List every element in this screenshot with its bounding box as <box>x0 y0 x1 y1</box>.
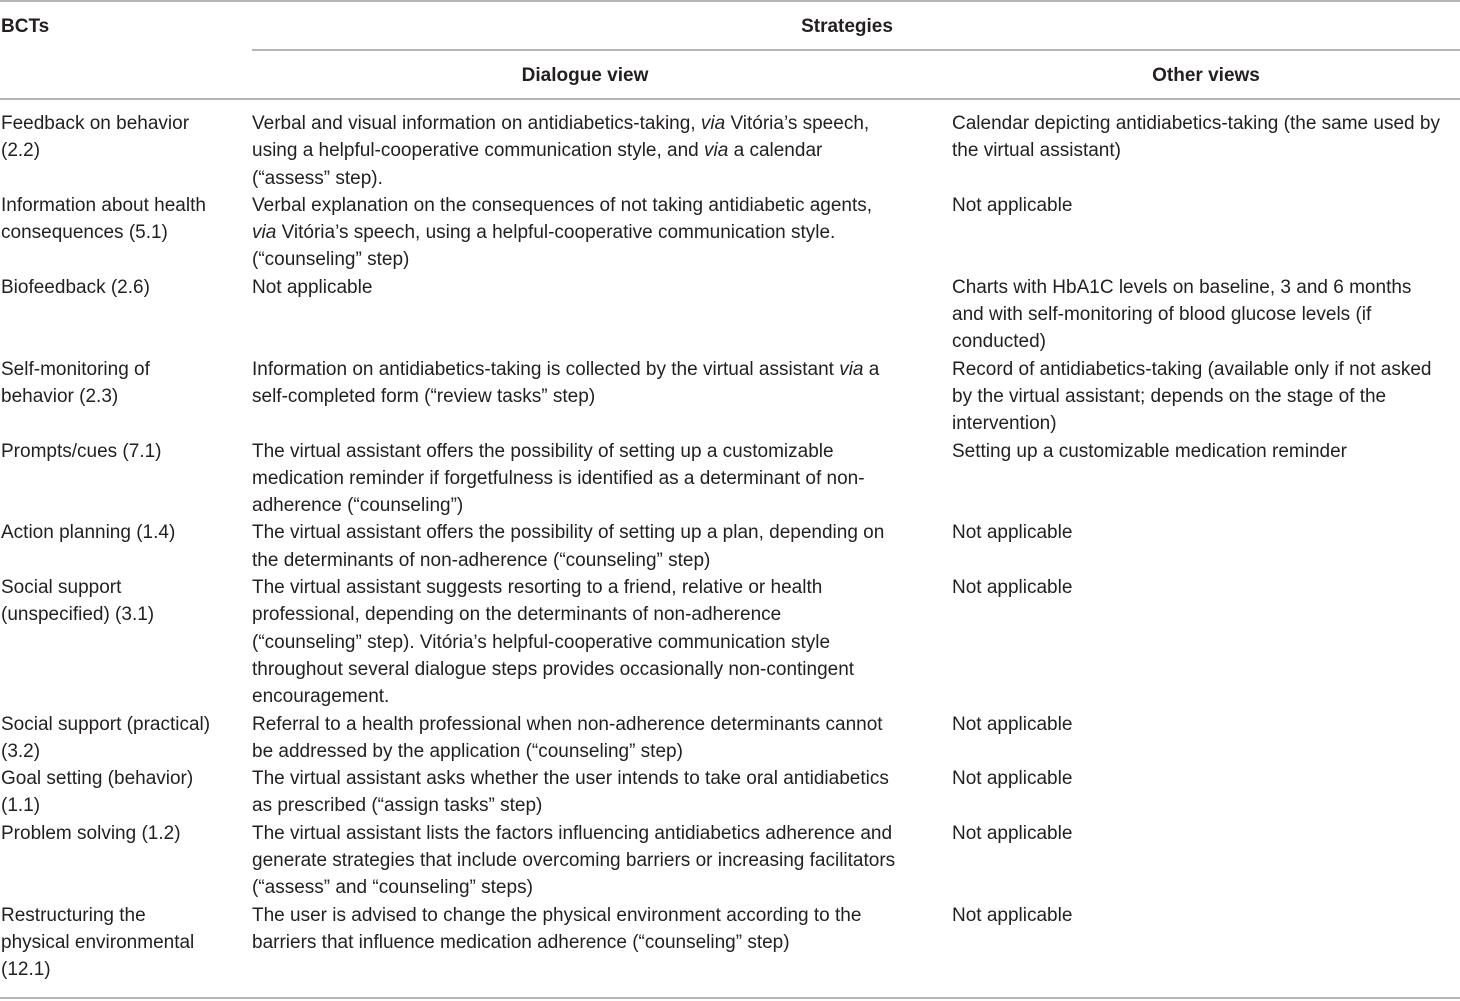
other-views-cell: Not applicable <box>952 768 1073 790</box>
dialogue-view-cell <box>252 274 952 301</box>
table-row <box>0 902 1460 984</box>
header-other-views: Other views <box>1152 65 1260 86</box>
italic-text: via <box>704 140 729 162</box>
bct-cell: Social support (unspecified) (3.1) <box>1 577 155 626</box>
bct-cell: Goal setting (behavior) (1.1) <box>1 768 194 817</box>
bct-cell: Restructuring the physical environmental (12.1) <box>1 904 195 981</box>
other-views-cell: Not applicable <box>952 522 1073 544</box>
italic-text: via <box>252 222 277 244</box>
header-bcts: BCTs <box>1 16 50 37</box>
table-row <box>0 192 1460 274</box>
bct-cell: Social support (practical) (3.2) <box>1 713 211 762</box>
text-segment: The virtual assistant lists the factors influencing antidiabetics adherence and generate strategies that include overcoming barriers or increasing facilitators (“assess” and “counseling” steps) <box>252 822 896 899</box>
table-row <box>0 574 1460 710</box>
header-strategies: Strategies <box>801 16 893 37</box>
table-row <box>0 765 1460 820</box>
dialogue-view-cell <box>252 356 952 411</box>
dialogue-view-cell <box>252 574 952 710</box>
text-segment: Vitória’s speech, using a helpful-cooperative communication style, and <box>252 113 870 162</box>
header-bottom-rule <box>0 98 1460 100</box>
other-views-cell: Not applicable <box>952 713 1073 735</box>
header-dialogue-view: Dialogue view <box>521 65 649 86</box>
table-bottom-rule <box>0 997 1460 999</box>
dialogue-view-cell <box>252 192 952 274</box>
text-segment: Vitória’s speech, using a helpful-cooperative communication style. (“counseling” step) <box>252 222 836 271</box>
table-row <box>0 110 1460 192</box>
table-row <box>0 356 1460 438</box>
text-segment: Verbal and visual information on antidiabetics-taking, <box>252 113 701 134</box>
dialogue-view-cell <box>252 519 952 574</box>
text-segment: The virtual assistant asks whether the user intends to take oral antidiabetics as prescribed (“assign tasks” step) <box>252 768 889 817</box>
table-row <box>0 820 1460 902</box>
text-segment: a self-completed form (“review tasks” step) <box>252 358 880 407</box>
table-row <box>0 274 1460 356</box>
text-segment: The virtual assistant suggests resorting to a friend, relative or health professional, depending on the determinants of non-adherence (“counseling” step). Vitória’s helpful-cooperative communication style throughout several dialogue steps provides occasionally non-contingent encouragement. <box>252 577 855 708</box>
dialogue-view-cell <box>252 902 952 957</box>
bct-cell: Information about health consequences (5.1) <box>1 194 206 244</box>
other-views-cell: Charts with HbA1C levels on baseline, 3 and 6 months and with self-monitoring of blood glucose levels (if conducted) <box>952 276 1412 353</box>
other-views-cell: Calendar depicting antidiabetics-taking (the same used by the virtual assistant) <box>952 113 1440 162</box>
other-views-cell: Not applicable <box>952 822 1073 844</box>
dialogue-view-cell <box>252 438 952 520</box>
bct-cell: Problem solving (1.2) <box>1 822 181 844</box>
other-views-cell: Not applicable <box>952 194 1073 216</box>
bct-cell: Action planning (1.4) <box>1 522 176 544</box>
text-segment: Referral to a health professional when non-adherence determinants cannot be addressed by the application (“counseling” step) <box>252 713 883 762</box>
other-views-cell: Setting up a customizable medication reminder <box>952 440 1347 462</box>
table-row <box>0 519 1460 574</box>
bct-cell: Prompts/cues (7.1) <box>1 440 162 462</box>
other-views-cell: Not applicable <box>952 577 1073 599</box>
table-top-rule <box>0 0 1460 2</box>
dialogue-view-cell <box>252 711 952 766</box>
bct-cell: Feedback on behavior (2.2) <box>1 113 190 162</box>
italic-text: via <box>839 358 864 380</box>
text-segment: Information on antidiabetics-taking is collected by the virtual assistant <box>252 358 840 380</box>
text-segment: The virtual assistant offers the possibility of setting up a customizable medication reminder if forgetfulness is identified as a determinant of non- adherence (“counseling”) <box>252 440 865 517</box>
bct-cell: Self-monitoring of behavior (2.3) <box>1 358 150 407</box>
bct-cell: Biofeedback (2.6) <box>1 276 150 298</box>
other-views-cell: Record of antidiabetics-taking (available only if not asked by the virtual assistant; depends on the stage of the intervention) <box>952 358 1432 435</box>
text-segment: Not applicable <box>252 276 373 298</box>
table-row <box>0 711 1460 766</box>
strategies-underline <box>252 49 1460 51</box>
table-body <box>0 110 1460 984</box>
text-segment: a calendar (“assess” step). <box>252 140 823 189</box>
dialogue-view-cell <box>252 110 952 192</box>
other-views-cell: Not applicable <box>952 904 1073 926</box>
dialogue-view-cell <box>252 765 952 820</box>
table-row <box>0 438 1460 520</box>
dialogue-view-cell <box>252 820 952 902</box>
text-segment: Verbal explanation on the consequences of not taking antidiabetic agents, <box>252 194 873 216</box>
text-segment: The user is advised to change the physical environment according to the barriers that influence medication adherence (“counseling” step) <box>252 904 862 953</box>
italic-text: via <box>700 113 726 134</box>
text-segment: The virtual assistant offers the possibility of setting up a plan, depending on the determinants of non-adherence (“counseling” step) <box>252 522 885 571</box>
